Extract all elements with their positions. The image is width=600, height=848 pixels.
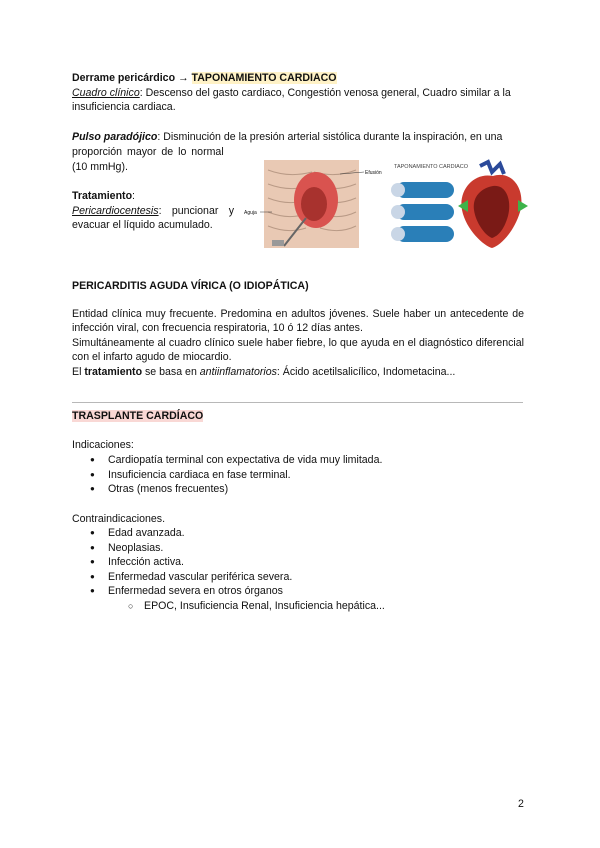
pericardiocentesis-figure [244, 160, 384, 250]
section-divider [72, 402, 523, 403]
contraindicaciones-sublist [72, 599, 385, 614]
pericarditis-heading: PERICARDITIS AGUDA VÍRICA (O IDIOPÁTICA) [72, 280, 309, 292]
para3-bold: tratamiento [84, 366, 143, 378]
syringe [272, 240, 284, 246]
cuadro-text: : Descenso del gasto cardiaco, Congestión venosa general, Cuadro similar a la insuficiencia cardiaca. [72, 87, 511, 114]
list-item: ● Neoplasias. [72, 541, 292, 556]
indicaciones-label: Indicaciones: [72, 439, 134, 451]
list-item: ● Cardiopatía terminal con expectativa de vida muy limitada. [72, 453, 382, 468]
label-aguja: Aguja [244, 210, 257, 216]
panel-circle-2 [391, 205, 405, 219]
title-prefix: Derrame pericárdico → [72, 72, 189, 84]
tratamiento-heading [72, 189, 135, 203]
tratamiento-colon: : [132, 190, 135, 202]
pericarditis-para-2: Simultáneamente al cuadro clínico suele haber fiebre, lo que ayuda en el diagnóstico diferencial con el infarto agudo de miocardio. [72, 337, 524, 364]
ventricle [301, 187, 327, 221]
arrow-right [518, 200, 528, 212]
para3-prefix: El [72, 366, 85, 378]
trasplante-title: TRASPLANTE CARDÍACO [72, 410, 204, 422]
trasplante-heading [72, 409, 203, 423]
list-item: ● Infección activa. [72, 555, 292, 570]
page-number: 2 [518, 798, 524, 810]
list-item: ● Edad avanzada. [72, 526, 292, 541]
list-item: ● Enfermedad severa en otros órganos [72, 584, 292, 599]
cuadro-label: Cuadro clínico [72, 87, 140, 99]
panel-circle-3 [391, 227, 405, 241]
pericarditis-para-3 [72, 365, 524, 379]
pulso-line-2: proporción mayor de lo normal [72, 146, 224, 158]
label-derrame: Efusión [365, 170, 382, 176]
pulso-label: Pulso paradójico [72, 131, 158, 143]
contraindicaciones-list [72, 526, 292, 599]
pulso-paradojico [72, 130, 532, 144]
pulso-line-3: (10 mmHg). [72, 161, 128, 173]
pericarditis-para-1: Entidad clínica muy frecuente. Predomina en adultos jóvenes. Suele haber un antecedente de infección viral, con frecuencia respiratoria, 10 ó 12 días antes. [72, 308, 524, 335]
list-item: ● Enfermedad vascular periférica severa. [72, 570, 292, 585]
para3-suffix: : Ácido acetilsalicílico, Indometacina... [276, 366, 456, 378]
panel-title: TAPONAMIENTO CARDIACO [394, 164, 469, 170]
vessels [480, 162, 504, 174]
tratamiento-label: Tratamiento [72, 190, 133, 202]
pericardio-label: Pericardiocentesis [72, 205, 159, 217]
list-item: ○ EPOC, Insuficiencia Renal, Insuficiencia hepática... [72, 599, 385, 614]
indicaciones-list [72, 453, 382, 497]
contraindicaciones-label: Contraindicaciones. [72, 513, 166, 525]
title-highlight: TAPONAMIENTO CARDIACO [191, 72, 337, 84]
list-item: ● Otras (menos frecuentes) [72, 482, 382, 497]
pulso-text-1: : Disminución de la presión arterial sistólica durante la inspiración, en una [157, 131, 503, 143]
pericardiocentesis [72, 204, 234, 233]
cuadro-clinico [72, 86, 524, 115]
para3-mid: se basa en [142, 366, 200, 378]
pericardio-text: : puncionar y evacuar el líquido acumulado. [72, 205, 234, 232]
taponamiento-title [72, 71, 337, 85]
taponamiento-panel [392, 160, 469, 248]
para3-italic: antiinflamatorios [199, 366, 277, 378]
panel-circle-1 [391, 183, 405, 197]
heart-illustration [458, 160, 528, 250]
list-item: ● Insuficiencia cardiaca en fase terminal. [72, 468, 382, 483]
